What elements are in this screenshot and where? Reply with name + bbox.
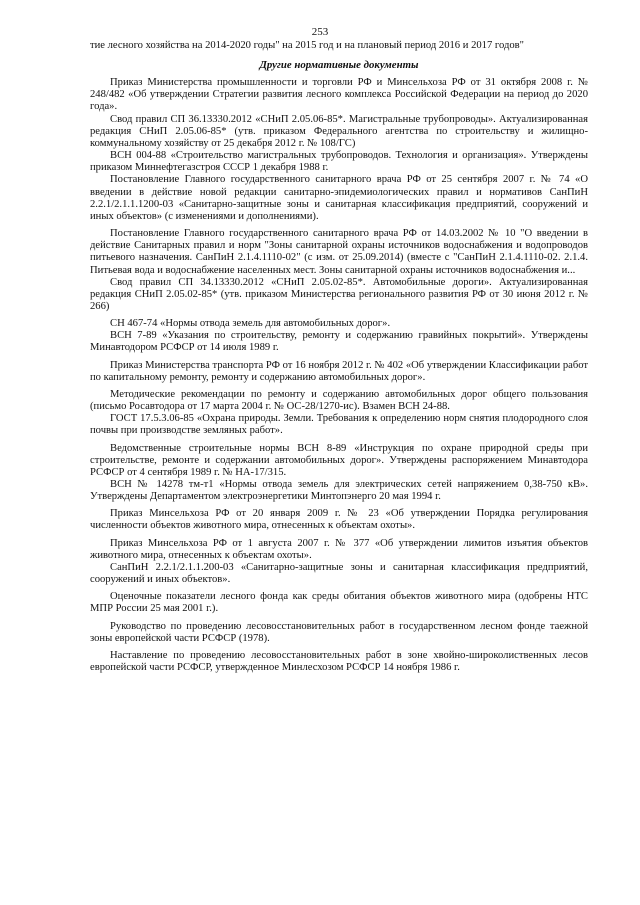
reference-paragraph-3: ВСН 004-88 «Строительство магистральных трубопроводов. Технология и организация». Утверждены приказом Миннефтегазстроя СССР 1 декабря 1988 г. (90, 150, 588, 174)
reference-paragraph-1: Приказ Министерства промышленности и торговли РФ и Минсельхоза РФ от 31 октября 2008 г. № 248/482 «Об утверждении Стратегии развития лесного комплекса Российской Федерации на период до 2020 года». (90, 77, 588, 113)
reference-paragraph-8: ВСН 7-89 «Указания по строительству, ремонту и содержанию гравийных покрытий». Утверждены Минавтодором РСФСР от 14 июля 1989 г. (90, 330, 588, 354)
continued-paragraph: тие лесного хозяйства на 2014-2020 годы" на 2015 год и на плановый период 2016 и 2017 годов" (90, 40, 524, 51)
reference-paragraph-5: Постановление Главного государственного санитарного врача РФ от 14.03.2002 № 10 "О введении в действие Санитарных правил и норм "Зоны санитарной охраны источников водоснабжения и водопроводов питьевого назначения. СанПиН 2.1.4.1110-02" (с изм. от 25.09.2014) (вместе с "СанПиН 2.1.4.1110-02. 2.1.4. Питьевая вода и водоснабжение населенных мест. Зоны санитарной охраны источников водоснабжения и... (90, 228, 588, 276)
section-heading: Другие нормативные документы (259, 59, 419, 72)
reference-paragraph-12: Ведомственные строительные нормы ВСН 8-89 «Инструкция по охране природной среды при строительстве, ремонте и содержании автомобильных дорог». Утверждены распоряжением Минавтодора РСФСР от 4 сентября 1989 г. № НА-17/315. (90, 442, 588, 478)
page-number: 253 (311, 26, 329, 38)
reference-paragraph-10: Методические рекомендации по ремонту и содержанию автомобильных дорог общего пользования (письмо Росавтодора от 17 марта 2004 г. № ОС-28/1270-ис). Взамен ВСН 24-88. (90, 388, 588, 413)
reference-paragraph-14: Приказ Минсельхоза РФ от 20 января 2009 г. № 23 «Об утверждении Порядка регулирования численности объектов животного мира, отнесенных к объектам охоты». (90, 508, 588, 532)
reference-paragraph-18: Руководство по проведению лесовосстановительных работ в государственном лесном фонде таежной зоны европейской части РСФСР (1978). (90, 620, 588, 644)
reference-paragraph-7: СН 467-74 «Нормы отвода земель для автомобильных дорог». (110, 318, 391, 330)
reference-paragraph-13: ВСН № 14278 тм-т1 «Нормы отвода земель для электрических сетей напряжением 0,38-750 кВ». Утверждены Департаментом электроэнергетики Минтопэнерго 20 мая 1994 г. (90, 479, 588, 503)
reference-paragraph-2: Свод правил СП 36.13330.2012 «СНиП 2.05.06-85*. Магистральные трубопроводы». Актуализированная редакция СНиП 2.05.06-85* (утв. приказом Федерального агентства по строительству и жилищно-коммунальному хозяйству от 25 декабря 2012 г. № 108/ГС) (90, 113, 588, 149)
reference-paragraph-11: ГОСТ 17.5.3.06-85 «Охрана природы. Земли. Требования к определению норм снятия плодородного слоя почвы при производстве земляных работ». (90, 413, 588, 437)
reference-paragraph-9: Приказ Министерства транспорта РФ от 16 ноября 2012 г. № 402 «Об утверждении Классификации работ по капитальному ремонту, ремонту и содержанию автомобильных дорог». (90, 359, 588, 383)
reference-paragraph-17: Оценочные показатели лесного фонда как среды обитания объектов животного мира (одобрены НТС МПР России 25 мая 2001 г.). (90, 591, 588, 615)
reference-paragraph-15: Приказ Минсельхоза РФ от 1 августа 2007 г. № 377 «Об утверждении лимитов изъятия объектов животного мира, отнесенных к объектам охоты». (90, 537, 588, 561)
page-content (90, 40, 588, 674)
reference-paragraph-6: Свод правил СП 34.13330.2012 «СНиП 2.05.02-85*. Автомобильные дороги». Актуализированная редакция СНиП 2.05.02-85* (утв. приказом Министерства регионального развития РФ от 30 июня 2012 г. № 266) (90, 276, 588, 312)
reference-paragraph-16: СанПиН 2.2.1/2.1.1.200-03 «Санитарно-защитные зоны и санитарная классификация предприятий, сооружений и иных объектов». (90, 561, 588, 586)
reference-paragraph-4: Постановление Главного государственного санитарного врача РФ от 25 сентября 2007 г. № 74 «О введении в действие новой редакции санитарно-эпидемиологических правил и нормативов СанПиН 2.2.1/2.1.1.1200-03 «Санитарно-защитные зоны и санитарная классификация предприятий, сооружений и иных объектов» (с изменениями и дополнениями). (90, 174, 588, 222)
reference-paragraph-19: Наставление по проведению лесовосстановительных работ в зоне хвойно-широколиственных лесов европейской части РСФСР, утвержденное Минлесхозом РСФСР 14 ноября 1986 г. (90, 649, 588, 674)
